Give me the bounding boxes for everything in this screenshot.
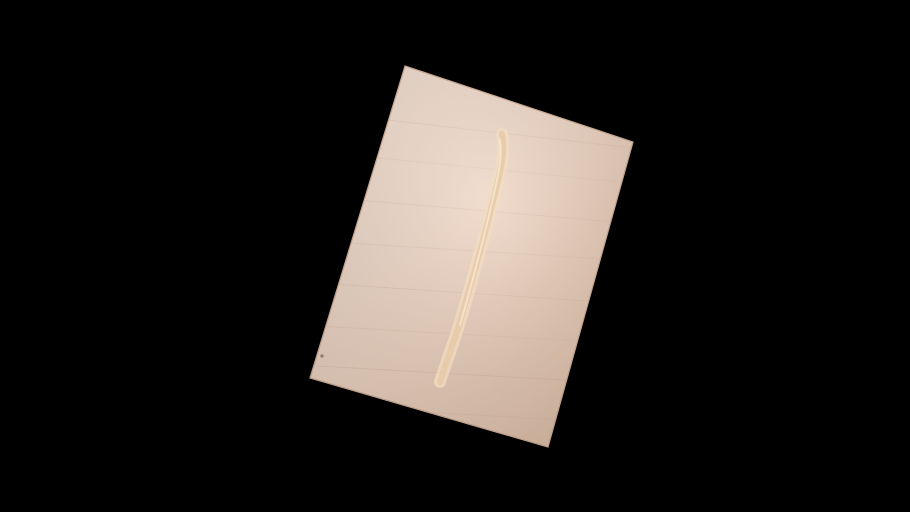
panel-speck (320, 354, 323, 357)
